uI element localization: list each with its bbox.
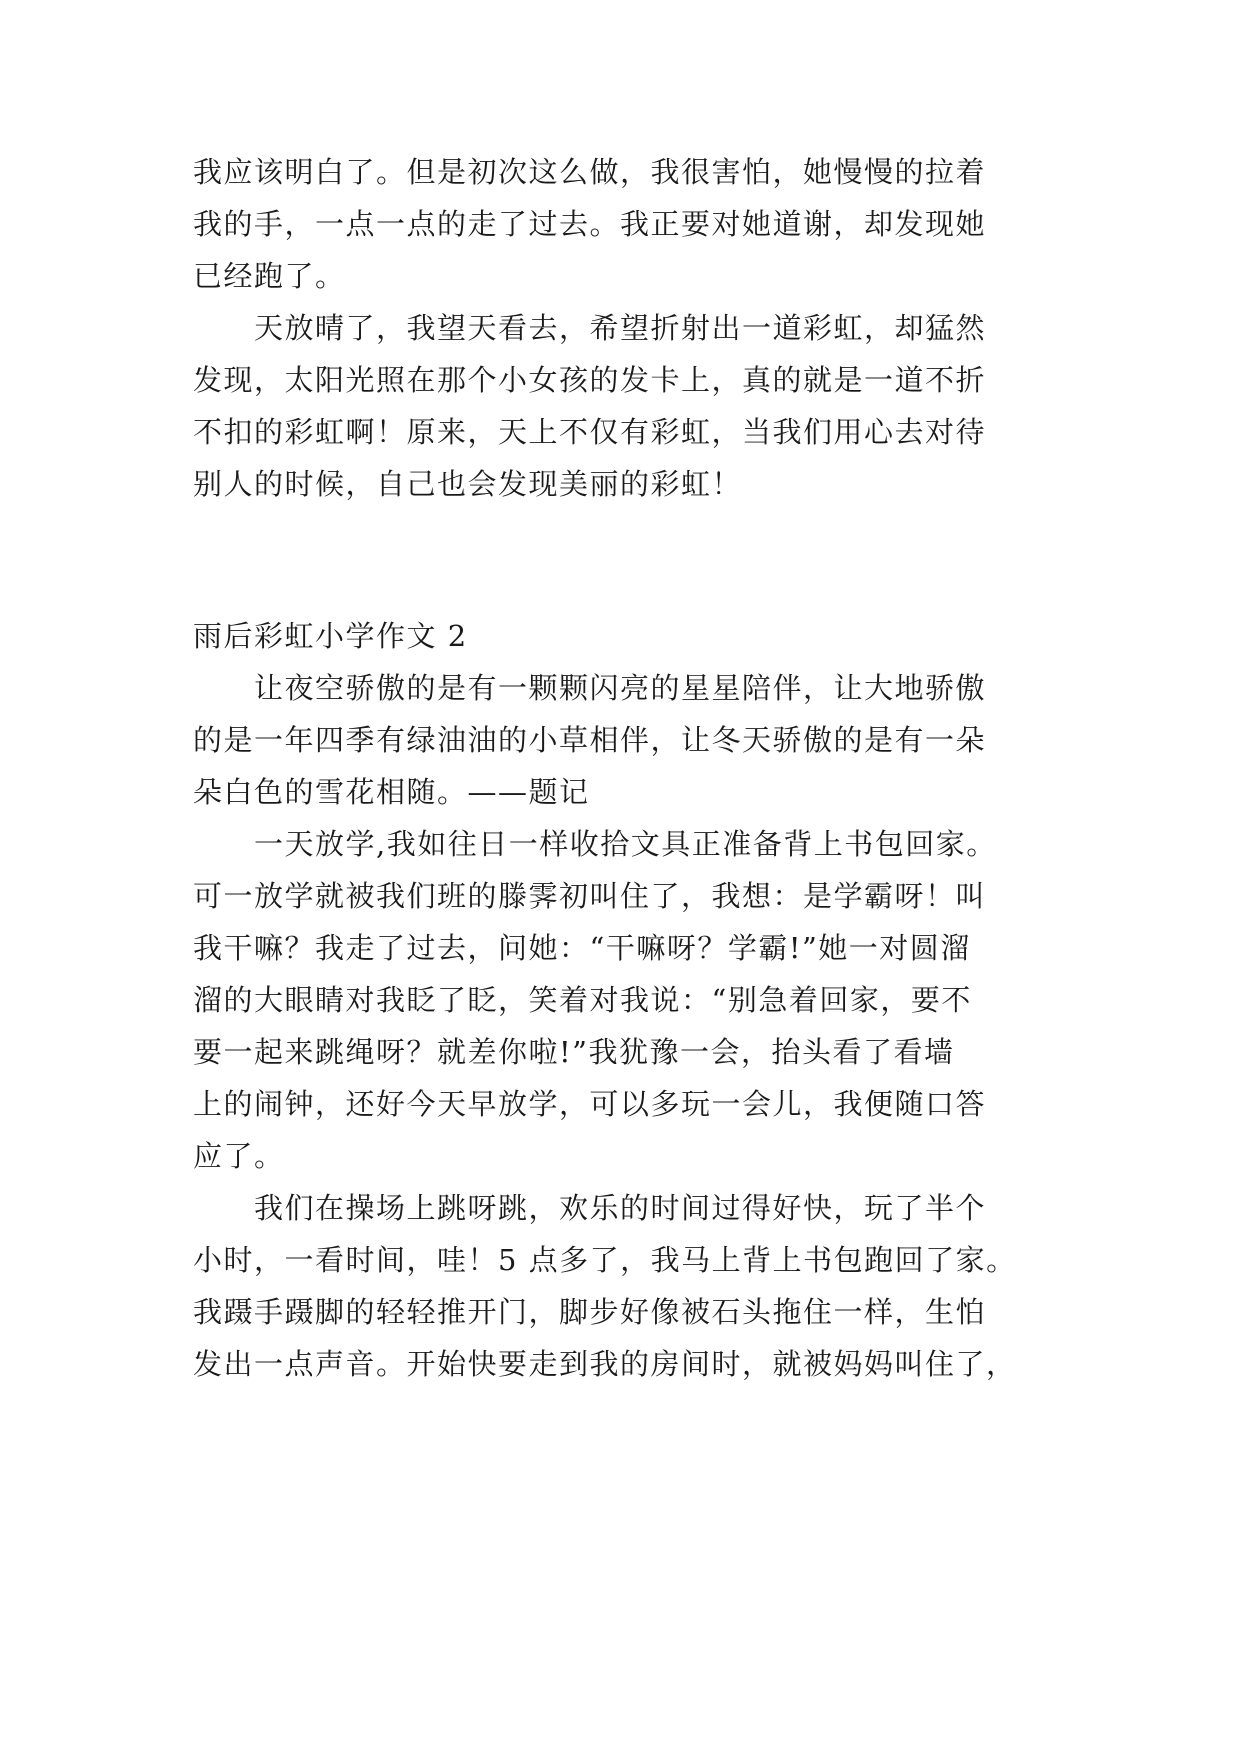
text-line: 应了。 bbox=[193, 1139, 285, 1173]
text-line: 已经跑了。 bbox=[193, 259, 346, 293]
text-line: 可一放学就被我们班的滕霁初叫住了，我想：是学霸呀！叫 bbox=[193, 879, 987, 913]
text-line: 发现，太阳光照在那个小女孩的发卡上，真的就是一道不折 bbox=[193, 363, 987, 397]
text-line: 朵白色的雪花相随。——题记 bbox=[193, 775, 590, 809]
text-line: 上的闹钟，还好今天早放学，可以多玩一会儿，我便随口答 bbox=[193, 1087, 987, 1121]
text-line: 我蹑手蹑脚的轻轻推开门，脚步好像被石头拖住一样，生怕 bbox=[193, 1295, 987, 1329]
text-line: 小时，一看时间，哇！5 点多了，我马上背上书包跑回了家。 bbox=[193, 1243, 1017, 1277]
text-line: 的是一年四季有绿油油的小草相伴，让冬天骄傲的是有一朵 bbox=[193, 723, 987, 757]
text-line: 我们在操场上跳呀跳，欢乐的时间过得好快，玩了半个 bbox=[193, 1191, 987, 1225]
text-line: 一天放学,我如往日一样收拾文具正准备背上书包回家。 bbox=[193, 827, 997, 861]
text-line: 发出一点声音。开始快要走到我的房间时，就被妈妈叫住了， bbox=[193, 1347, 1017, 1381]
section-heading: 雨后彩虹小学作文 2 bbox=[193, 619, 468, 653]
text-line: 别人的时候，自己也会发现美丽的彩虹！ bbox=[193, 467, 743, 501]
text-line: 天放晴了，我望天看去，希望折射出一道彩虹，却猛然 bbox=[193, 311, 987, 345]
text-line: 溜的大眼睛对我眨了眨，笑着对我说：“别急着回家，要不 bbox=[193, 983, 972, 1017]
text-line: 要一起来跳绳呀？就差你啦!”我犹豫一会，抬头看了看墙 bbox=[193, 1035, 955, 1069]
text-line: 我的手，一点一点的走了过去。我正要对她道谢，却发现她 bbox=[193, 207, 987, 241]
text-line: 我应该明白了。但是初次这么做，我很害怕，她慢慢的拉着 bbox=[193, 155, 987, 189]
text-line: 让夜空骄傲的是有一颗颗闪亮的星星陪伴，让大地骄傲 bbox=[193, 671, 987, 705]
text-line: 不扣的彩虹啊！原来，天上不仅有彩虹，当我们用心去对待 bbox=[193, 415, 987, 449]
text-line: 我干嘛？我走了过去，问她：“干嘛呀？学霸!”她一对圆溜 bbox=[193, 931, 971, 965]
